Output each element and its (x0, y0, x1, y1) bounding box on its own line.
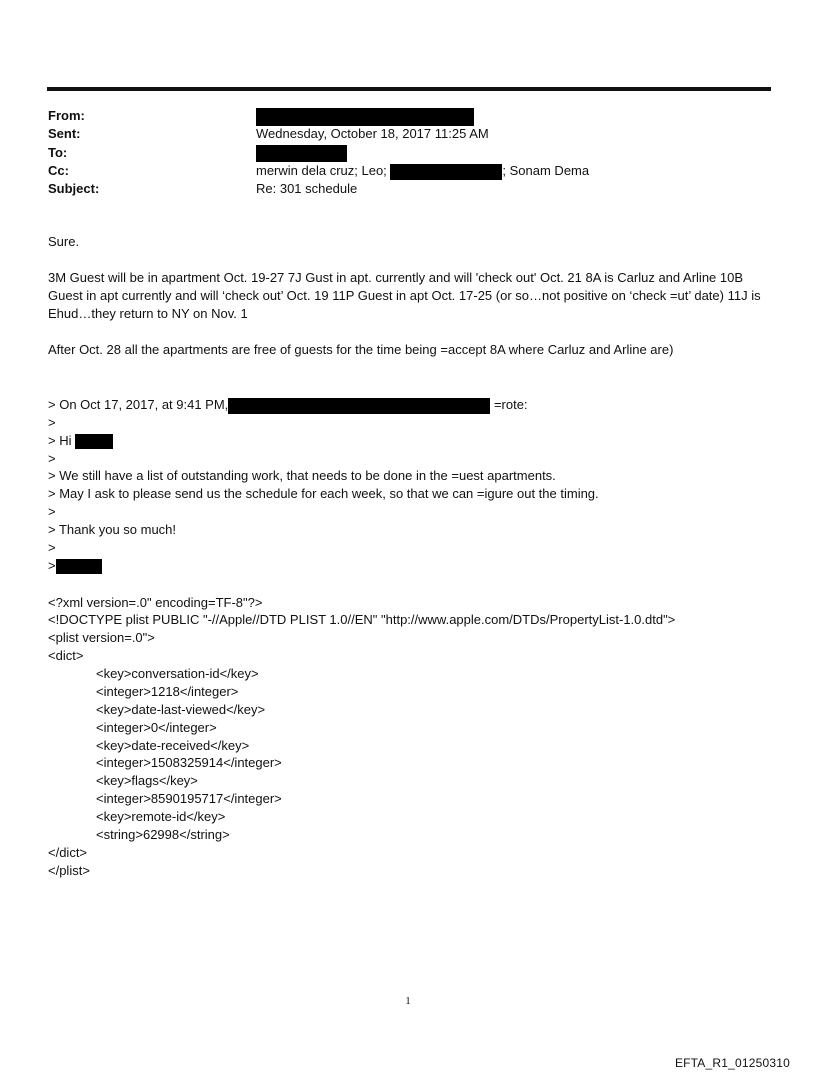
quoted-line-9: > (48, 540, 56, 555)
plist-line-7: <key>date-last-viewed</key> (96, 702, 266, 717)
redaction-box (75, 434, 113, 449)
from-label: From: (48, 108, 85, 123)
header-rule (47, 87, 771, 91)
to-label: To: (48, 145, 68, 160)
document-id: EFTA_R1_01250310 (674, 1056, 790, 1070)
page-number: 1 (405, 995, 411, 1007)
redaction-box (256, 108, 474, 126)
plist-line-1: <?xml version=.0" encoding=TF-8"?> (48, 595, 263, 610)
plist-line-8: <integer>0</integer> (96, 720, 217, 735)
quoted-line-8: > Thank you so much! (48, 522, 177, 537)
cc-value (256, 162, 589, 180)
quoted-line-6: > May I ask to please send us the schedule for each week, so that we can =igure out the timing. (48, 486, 599, 501)
quoted-marker: > (48, 558, 56, 573)
plist-line-15: </dict> (48, 845, 88, 860)
quoted-line-1-start: > On Oct 17, 2017, at 9:41 PM, (48, 397, 229, 412)
cc-label: Cc: (48, 163, 69, 178)
plist-line-5: <key>conversation-id</key> (96, 666, 259, 681)
quoted-line-3 (48, 432, 113, 450)
subject-value: Re: 301 schedule (256, 181, 358, 196)
plist-line-4: <dict> (48, 648, 84, 663)
quoted-line-1 (48, 396, 528, 414)
plist-line-12: <integer>8590195717</integer> (96, 791, 282, 806)
plist-line-14: <string>62998</string> (96, 827, 230, 842)
redaction-box (56, 559, 102, 574)
to-value (256, 144, 347, 162)
plist-line-10: <integer>1508325914</integer> (96, 755, 282, 770)
redaction-box (390, 164, 502, 180)
plist-line-6: <integer>1218</integer> (96, 684, 239, 699)
quoted-line-10 (48, 557, 102, 575)
quoted-line-1-end: =rote: (493, 397, 528, 412)
quoted-line-2: > (48, 415, 56, 430)
from-value (256, 107, 474, 126)
cc-text-part2: ; Sonam Dema (502, 163, 590, 178)
plist-line-11: <key>flags</key> (96, 773, 198, 788)
greeting: Sure. (48, 234, 80, 249)
plist-line-2: <!DOCTYPE plist PUBLIC "-//Apple//DTD PLIST 1.0//EN" "http://www.apple.com/DTDs/PropertyList-1.0.dtd"> (48, 612, 676, 627)
body-paragraph-2: After Oct. 28 all the apartments are free of guests for the time being =accept 8A where Carluz and Arline are) (48, 342, 674, 357)
redaction-box (228, 398, 490, 414)
redaction-box (256, 145, 347, 162)
plist-line-16: </plist> (48, 863, 90, 878)
quoted-line-4: > (48, 451, 56, 466)
sent-value: Wednesday, October 18, 2017 11:25 AM (256, 126, 489, 141)
sent-label: Sent: (48, 126, 81, 141)
subject-label: Subject: (48, 181, 100, 196)
plist-line-13: <key>remote-id</key> (96, 809, 226, 824)
cc-text-part1: merwin dela cruz; Leo; (256, 163, 387, 178)
plist-line-3: <plist version=.0"> (48, 630, 155, 645)
body-paragraph-1: 3M Guest will be in apartment Oct. 19-27 7J Gust in apt. currently and will 'check out' Oct. 21 8A is Carluz and Arline 10B Guest in apt currently and will ‘check out’ Oct. 19 11P Guest in apt Oct. 17-25 (or so…not positive on ‘check =ut’ date) 11J is Ehud…they return to NY on Nov. 1 (48, 270, 761, 321)
quoted-greeting: > Hi (48, 433, 72, 448)
quoted-line-5: > We still have a list of outstanding work, that needs to be done in the =uest apartments. (48, 468, 556, 483)
plist-line-9: <key>date-received</key> (96, 738, 250, 753)
quoted-line-7: > (48, 504, 56, 519)
